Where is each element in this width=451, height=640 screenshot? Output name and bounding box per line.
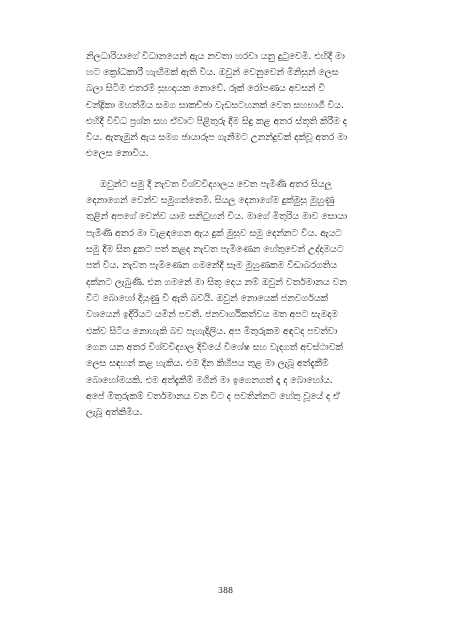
text-line: විය. ඇතැමුන් ඇය සමග ඡායාරූප ගැනීමට උනන්දුවක් දක්වූ අතර මා bbox=[86, 132, 347, 143]
text-line: ලැබූ අත්කිමිය. bbox=[86, 407, 143, 418]
text-line: දෙනාගෙන් වෙන්ව සමුගත්තෙමි. සියලු දෙනාගේම දුක්මුසු මුහුණු bbox=[86, 195, 335, 206]
text-line: පත් විය. නැවත පැමිණෙන ගමනේදී සෑම මුහුණකම විඩාබරගතිය bbox=[86, 260, 337, 271]
text-line: එලෙස නොවීය. bbox=[86, 148, 149, 159]
text-line: තුළින් අපගේ වෙන්ව යාම සනිටුහන් විය. මාගේ මිතුරිය මාව සොයා bbox=[86, 211, 348, 222]
text-line: බලා සිටීම එතරම් සුභදායක නොවේ. රූක් රෝපණය අවසන් වී bbox=[86, 83, 325, 94]
text-line: ගෙන යන අතර විශ්වවිද්‍යාල දිවියේ විශේෂ සහ වැදගත් අවස්ථාවක් bbox=[86, 342, 343, 353]
text-line: අපේ මිතුරුකම් වර්තමානය වන විට ද පවතින්නට හේතු වූයේ ද ඒ bbox=[86, 391, 340, 402]
text-line: හට ක්‍රෝධකාරී හැඟීමක් ඇති විය. ඔවුන් වෙනුවෙන් මිනිසුන් ලෙස bbox=[86, 67, 339, 78]
text-line: නිලධාරියාගේ විධානයෙන් ඇය නවතා හරවා යනු දුටුවෙමි. එහිදී මා bbox=[86, 51, 345, 62]
text-line: එක්ව සිටිය නොහැකි බව පැහැදිලිය. අප මිතුරුකම අඳටද පවත්වා bbox=[86, 326, 338, 337]
text-line: එහිදී විවිධ ප්‍රශ්න සහ ඒවාට පිළිතුරු දීම සිදු කළ අතර ස්තූති කිරීම ද bbox=[86, 116, 347, 127]
text-line: පැමිණි අතර මා වැළඳගෙන ඇය දුක් මුසුව සමු දෙන්නට විය. ඇයට bbox=[86, 228, 342, 239]
text-line: සමු දීම සිත දුකට පත් කළද නැවත පැමිණෙන හේතුවෙන් උද්දාමයට bbox=[86, 244, 344, 255]
text-line: ලෙස සඳහන් කළ හැකිය. එම දින කිහිපය තුළ මා ලැබූ අත්දැකීම් bbox=[86, 358, 329, 369]
text-line: බොහෝමයකි. එම අත්දැකීම් මගින් මා ඉගෙනගත් දෑ ද බොහෝය. bbox=[86, 375, 333, 386]
text-line: ඔවුන්ට සමු දී නැවත විශ්වවිද්‍යාලය වෙත පැමිණි අතර සියලු bbox=[100, 179, 332, 190]
text-line: දක්නට ලැබුණි. එන ගමනේ මා සිතූ දෙය නම් ඔවුන් වර්තමානය වන bbox=[86, 277, 347, 288]
text-line: විට බොහෝ දියුණු වී ඇති බවයි. ඔවුන් නොයෙක් ජනවර්ගයක් bbox=[86, 293, 328, 304]
page-number: 388 bbox=[217, 586, 234, 595]
text-line: චන්ද්‍රිකා මහත්මිය සමග සාකච්ඡා වැඩසටහනක් වෙත සහභාගී විය. bbox=[86, 100, 344, 111]
text-line: වශයෙන් ඉදිරියට යමින් පවතී. ජනවාර්ගිකත්වය මත අපට සැමදාම bbox=[86, 309, 338, 320]
